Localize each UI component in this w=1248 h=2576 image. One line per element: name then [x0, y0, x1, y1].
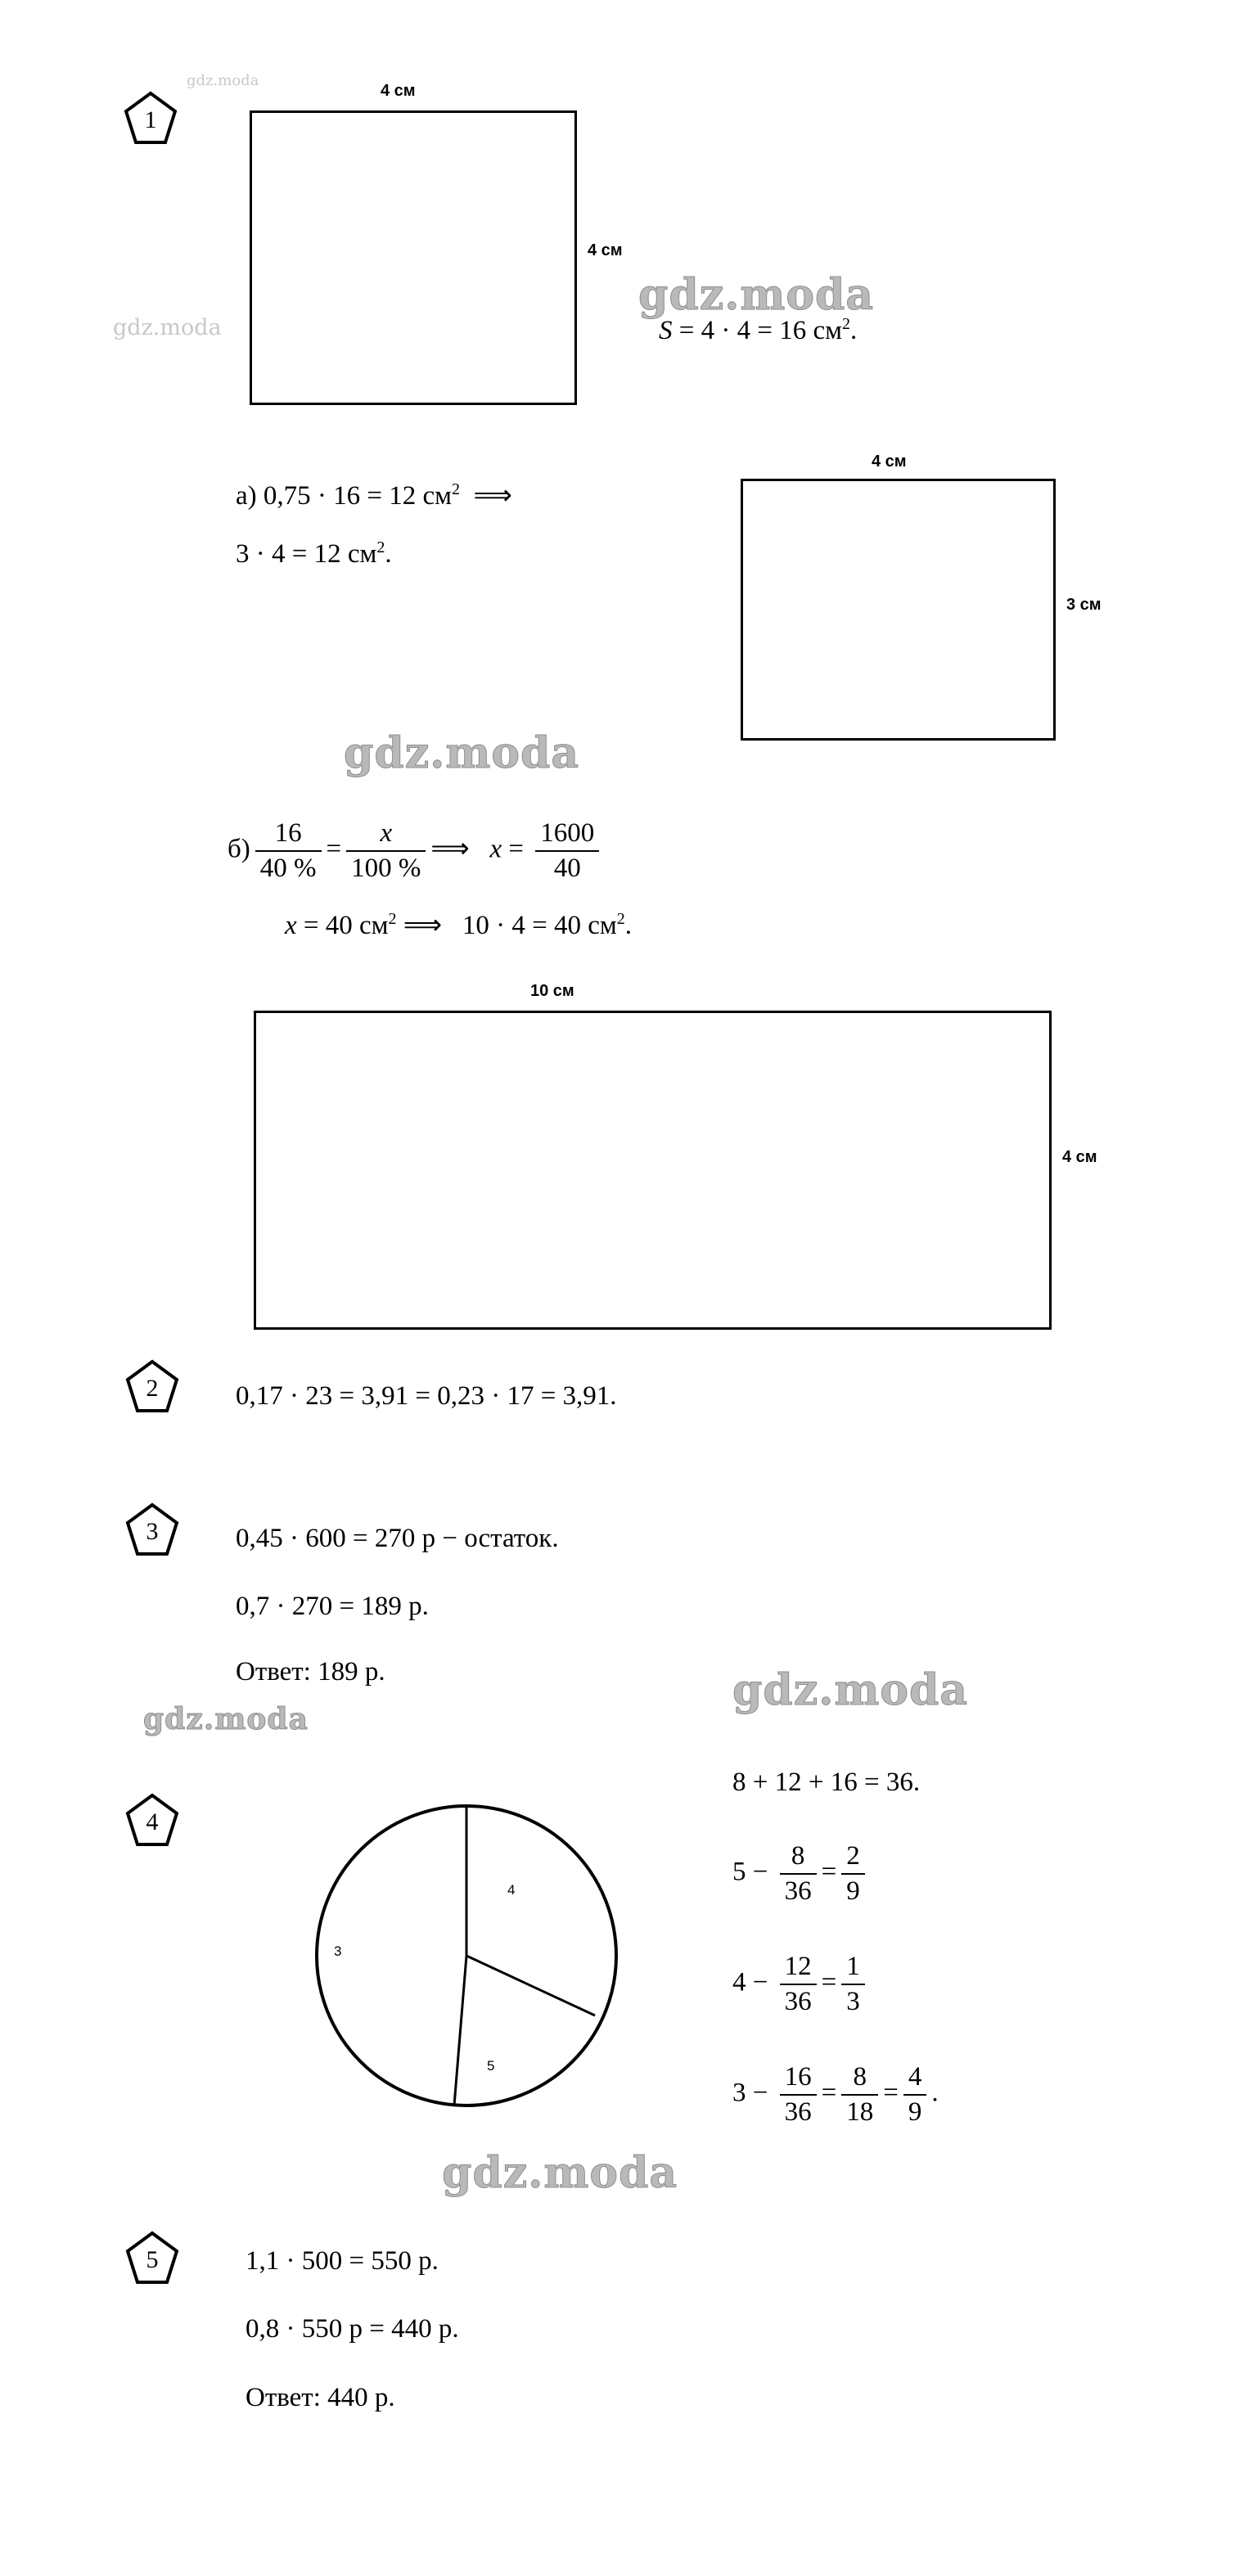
- dim-top-rect43: 4 см: [872, 453, 907, 471]
- line-task4-3: 4 − $\frac{12}{36}$ = $\frac{1}{3}$: [732, 1952, 870, 2017]
- figure-rect-4x3: [741, 479, 1056, 741]
- dim-right-rect104: 4 см: [1062, 1148, 1097, 1166]
- watermark-small-2: gdz.moda: [113, 315, 222, 340]
- line-task5-1: 1,1 · 500 = 550 р.: [246, 2246, 439, 2276]
- line-task5-3: Ответ: 440 р.: [246, 2383, 395, 2412]
- line-task3-3: Ответ: 189 р.: [236, 1657, 385, 1687]
- task-number-label: 1: [144, 106, 157, 133]
- line-task4-4: 3 − $\frac{16}{36}$ = $\frac{8}{18}$ = $\frac{4}{9}$ .: [732, 2062, 939, 2127]
- line-task3-1: 0,45 · 600 = 270 р − остаток.: [236, 1524, 559, 1553]
- line-part-a-2: 3 · 4 = 12 $см^2$.: [236, 538, 392, 569]
- line-part-b-1: б) $\frac{16}{40 \%}$ = $\frac{x}{100 \%}$ ⟹ x = $\frac{1600}{40}$: [228, 818, 604, 884]
- line-part-b-2: x = 40 $см^2$ ⟹ 10 · 4 = 40 $см^2$.: [285, 910, 632, 940]
- dim-top-square: 4 см: [381, 82, 416, 100]
- task-badge-1: [123, 90, 178, 146]
- dim-right-square: 4 см: [588, 241, 623, 259]
- watermark-big-2: gdz.moda: [344, 728, 580, 778]
- task-number-label: 4: [146, 1808, 159, 1835]
- task-number-label: 3: [146, 1518, 159, 1545]
- watermark-big-5: gdz.moda: [732, 1665, 969, 1715]
- line-part-a-1: а) 0,75 · 16 = 12 $см^2$ ⟹: [236, 480, 512, 511]
- dim-right-rect43: 3 см: [1066, 596, 1102, 614]
- line-task4-1: 8 + 12 + 16 = 36.: [732, 1768, 921, 1797]
- watermark-big-4: gdz.moda: [143, 1702, 309, 1736]
- line-task5-2: 0,8 · 550 р = 440 р.: [246, 2314, 459, 2344]
- watermark-big-6: gdz.moda: [442, 2148, 678, 2198]
- watermark-small-1: gdz.moda: [187, 72, 259, 89]
- pie-chart: [307, 1796, 626, 2115]
- pie-slice-label-4: 4: [507, 1882, 516, 1898]
- line-task3-2: 0,7 · 270 = 189 р.: [236, 1592, 429, 1621]
- figure-rect-10x4: [254, 1011, 1052, 1330]
- task-badge-3: [124, 1502, 180, 1557]
- task-badge-2: [124, 1358, 180, 1414]
- watermark-big-1: gdz.moda: [638, 270, 875, 320]
- task-badge-4: [124, 1792, 180, 1848]
- dim-top-rect104: 10 см: [530, 982, 574, 1000]
- line-task4-2: 5 − $\frac{8}{36}$ = $\frac{2}{9}$: [732, 1841, 870, 1907]
- pie-slice-label-3: 3: [334, 1943, 342, 1959]
- task-number-label: 5: [146, 2246, 159, 2273]
- line-task2-1: 0,17 · 23 = 3,91 = 0,23 · 17 = 3,91.: [236, 1381, 617, 1411]
- pie-slice-label-5: 5: [487, 2058, 495, 2074]
- task-badge-5: [124, 2230, 180, 2286]
- figure-square-4x4: [250, 110, 577, 405]
- task-number-label: 2: [146, 1375, 159, 1402]
- line-area-square: S = 4 · 4 = 16 $см^2$.: [659, 315, 858, 345]
